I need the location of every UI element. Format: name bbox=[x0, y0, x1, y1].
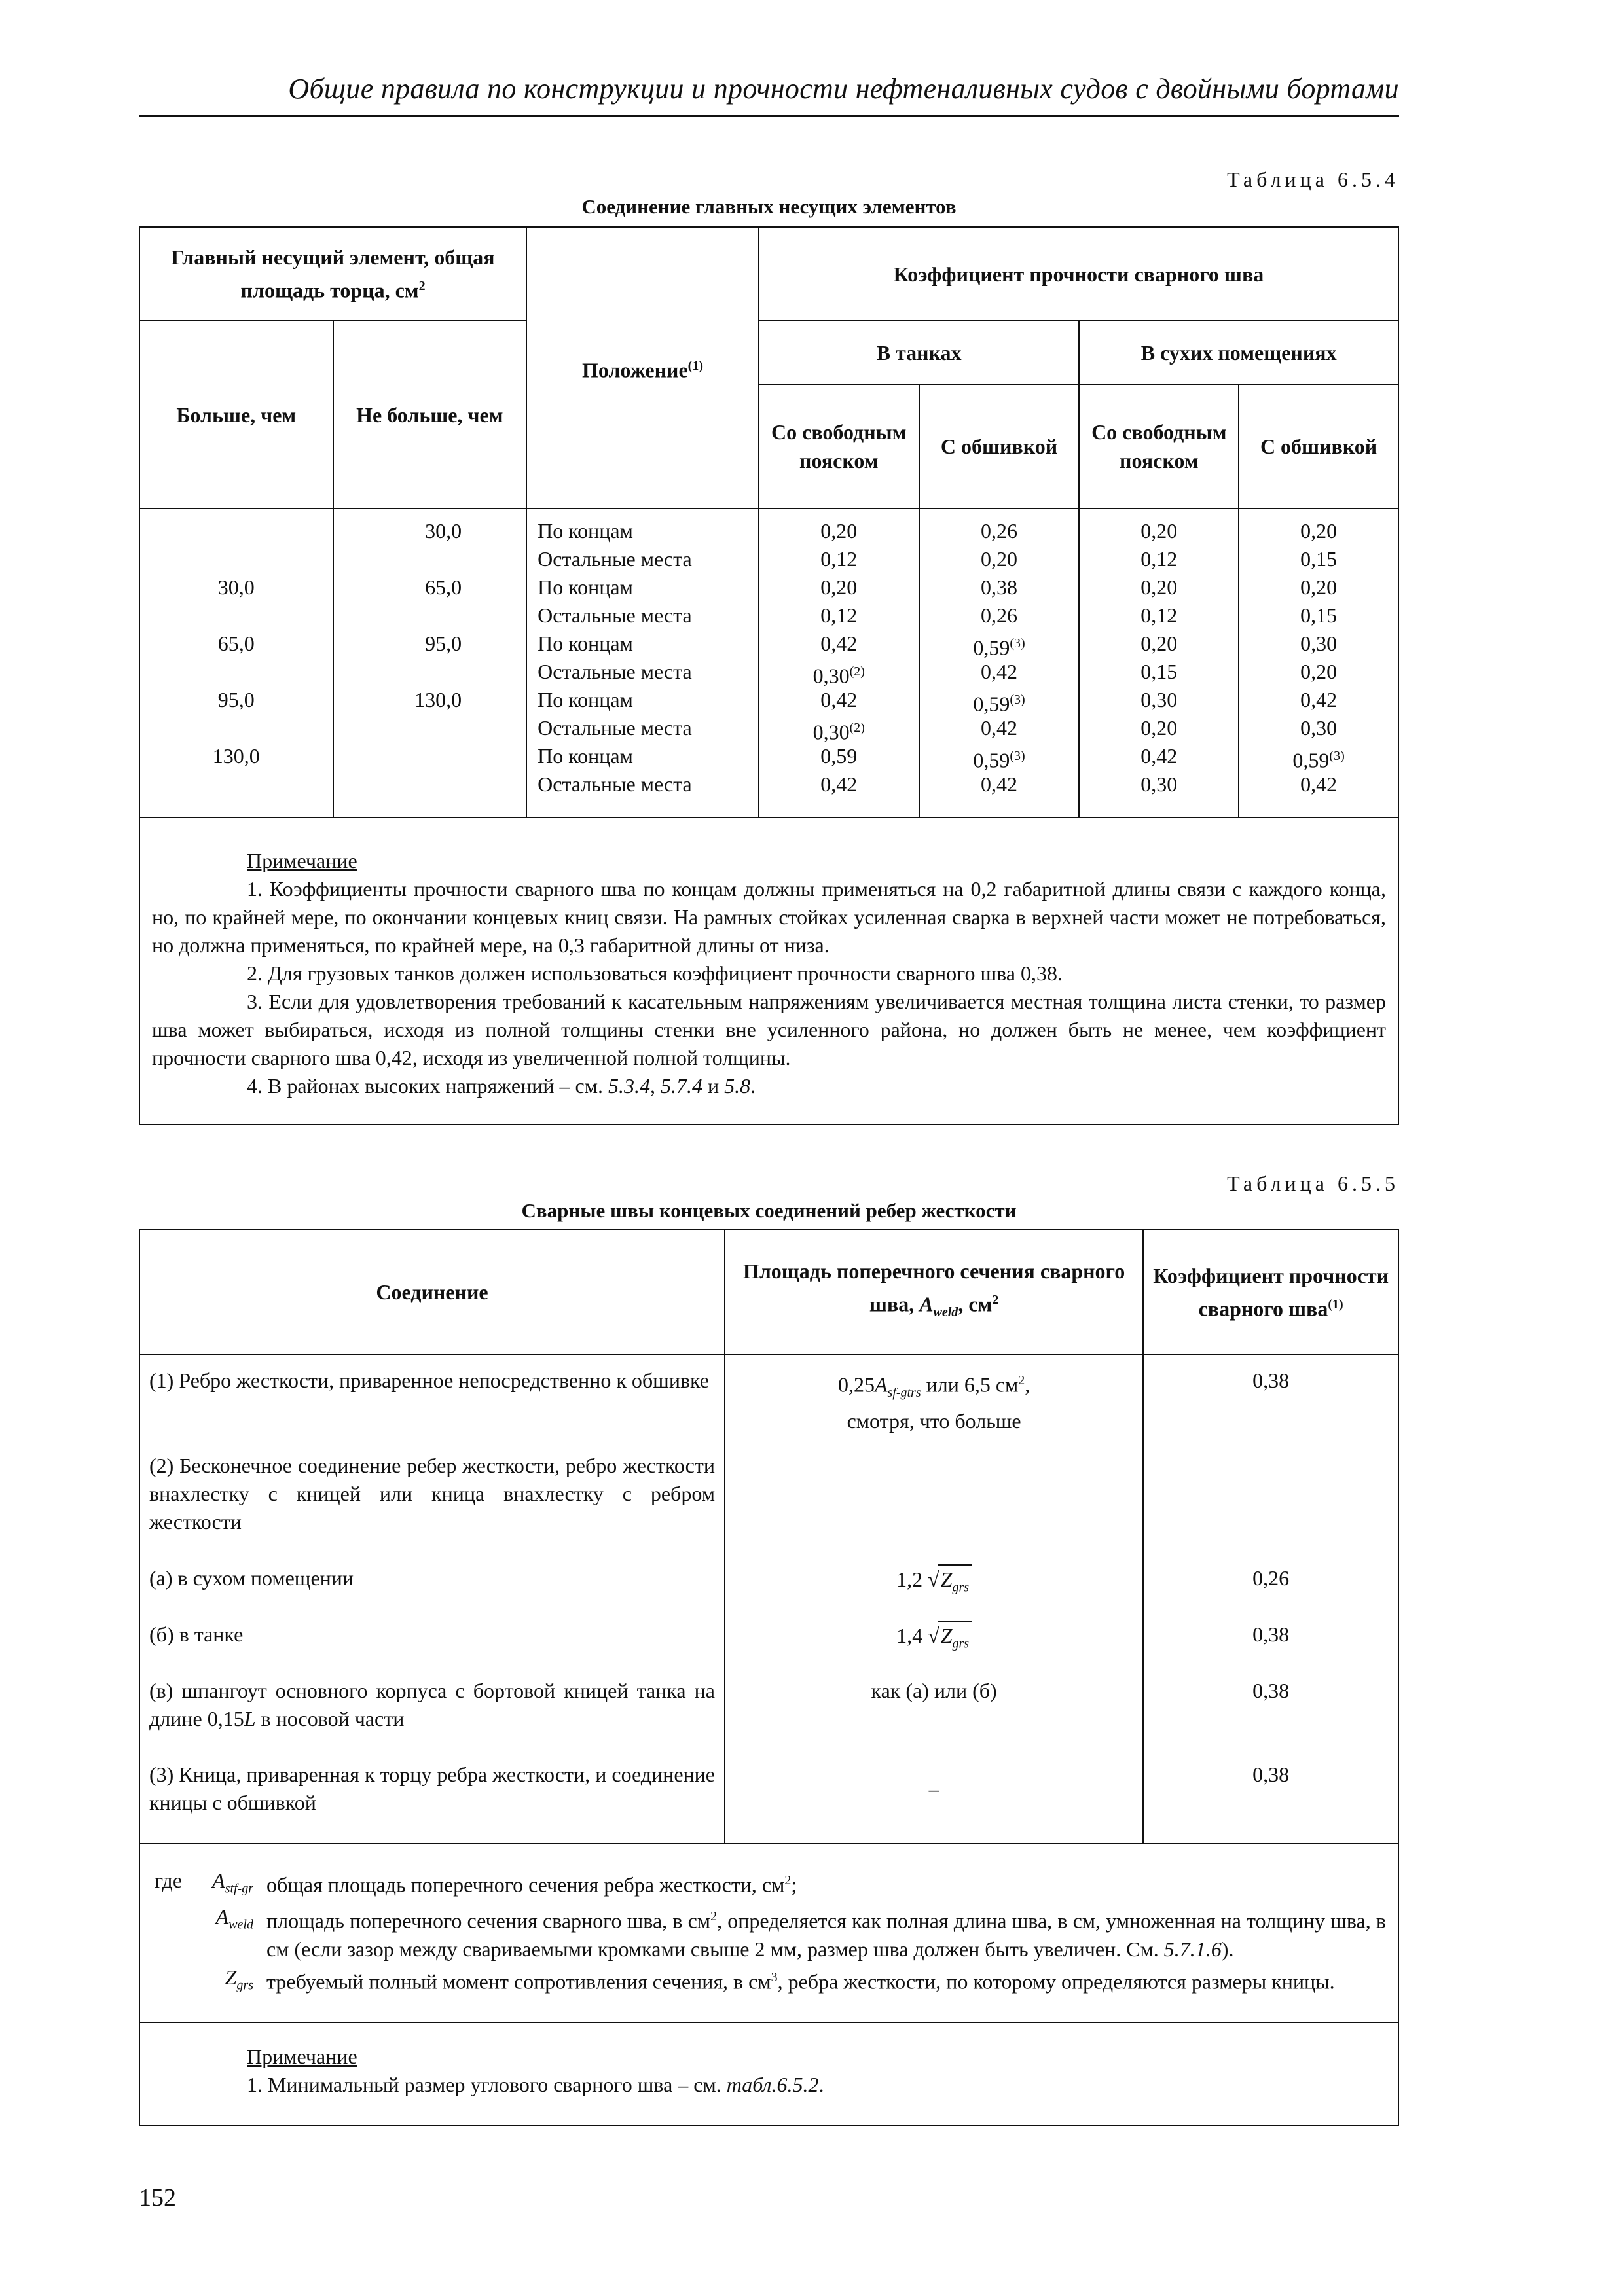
header-tank-plating: С обшивкой bbox=[919, 384, 1080, 509]
cell-more: 30,0 bbox=[217, 575, 255, 599]
ref-link: 5.8 bbox=[724, 1074, 751, 1098]
cell-value: 0,59$^{(3)}$ bbox=[973, 692, 1025, 716]
note-1: 1. Коэффициенты прочности сварного шва по концам должны применяться на 0,2 габаритной длины связи с каждого конца, но, по крайней мере, по окончании концевых книц связи. На рамных стойках усиленная сварка в верхней части может не потребоваться, но должна применяться, по крайней мере, на 0,3 габаритной длины от низа. bbox=[152, 877, 1386, 957]
cell-value: 0,15 bbox=[1300, 603, 1338, 627]
cell-position: По концам bbox=[538, 519, 633, 543]
cell-notmore bbox=[339, 714, 521, 742]
cell-notmore bbox=[339, 770, 521, 798]
col-dry-plating bbox=[1239, 509, 1398, 817]
col-weld-area bbox=[725, 1354, 1143, 1844]
cell-value: 0,59$^{(3)}$ bbox=[973, 748, 1025, 772]
cell-value: 0,20 bbox=[1140, 632, 1178, 655]
cell-value: 0,20 bbox=[981, 547, 1018, 571]
note-2: 2. Для грузовых танков должен использоваться коэффициент прочности сварного шва 0,38. bbox=[247, 961, 1063, 985]
col-joint bbox=[139, 1354, 725, 1844]
header-weld-coefficient: Коэффициент прочности сварного шва bbox=[759, 227, 1398, 321]
legend-row-astf: где $A_{stf-gr}$ общая площадь поперечного сечения ребра жесткости, $см^2$; bbox=[155, 1869, 797, 1897]
table1-body bbox=[139, 509, 1398, 817]
cell-value: 0,42 bbox=[820, 688, 858, 711]
header-dry-plating: С обшивкой bbox=[1239, 384, 1398, 509]
col-position bbox=[526, 509, 759, 817]
header-more-than: Больше, чем bbox=[139, 321, 333, 509]
cell-position: По концам bbox=[538, 744, 633, 768]
cell-value: 0,30 bbox=[1300, 716, 1338, 740]
cell-value: 0,42 bbox=[820, 632, 858, 655]
cell-notmore bbox=[339, 601, 521, 630]
cell-value: 0,12 bbox=[1140, 603, 1178, 627]
area-row-2c: как (а) или (б) bbox=[871, 1679, 997, 1702]
cell-more: 95,0 bbox=[217, 688, 255, 711]
header-dry-free-flange: Со свободным пояском bbox=[1079, 384, 1239, 509]
note-1: 1. Минимальный размер углового сварного шва – см. табл.6.5.2. bbox=[247, 2073, 824, 2097]
cell-value: 0,20 bbox=[1300, 660, 1338, 683]
cell-position: Остальные места bbox=[538, 772, 692, 796]
note-4: 4. В районах высоких напряжений – см. 5.3.4, 5.7.4 и 5.8. bbox=[247, 1074, 756, 1098]
cell-value: 0,42 bbox=[981, 716, 1018, 740]
running-header: Общие правила по конструкции и прочности нефтеналивных судов с двойными бортами bbox=[288, 73, 1399, 105]
cell-more: 130,0 bbox=[212, 744, 260, 768]
cell-notmore: 130,0 bbox=[414, 688, 462, 711]
table2-title: Сварные швы концевых соединений ребер жесткости bbox=[521, 1199, 1017, 1222]
cell-more bbox=[145, 714, 327, 742]
cell-value: 0,42 bbox=[981, 772, 1018, 796]
cell-position: По концам bbox=[538, 575, 633, 599]
note-title: Примечание bbox=[247, 2045, 357, 2069]
col-weld-coefficient bbox=[1143, 1354, 1398, 1844]
cell-more bbox=[145, 517, 327, 545]
sqrt-sign: √ bbox=[928, 1568, 939, 1591]
ref-link: 5.7.1.6 bbox=[1163, 1937, 1222, 1962]
cell-more bbox=[145, 658, 327, 686]
cell-value: 0,20 bbox=[820, 575, 858, 599]
col-tank-free-flange bbox=[759, 509, 919, 817]
coef-row-2c: 0,38 bbox=[1252, 1679, 1290, 1702]
cell-value: 0,26 bbox=[981, 603, 1018, 627]
header-joint: Соединение bbox=[139, 1230, 725, 1354]
table1-title: Соединение главных несущих элементов bbox=[581, 195, 957, 218]
note-3: 3. Если для удовлетворения требований к касательным напряжениям увеличивается местная толщина листа стенки, то размер шва может выбираться, исходя из полной толщины стенки вне усиленного района, но должен быть не менее, чем коэффициент прочности сварного шва 0,42, исходя из увеличенной полной толщины. bbox=[152, 990, 1386, 1069]
cell-value: 0,59$^{(3)}$ bbox=[1292, 748, 1345, 772]
legend-row-aweld: $A_{weld}$ площадь поперечного сечения сварного шва, в $см^2$, определяется как полная длина шва, в см, умноженная на толщину шва, в см (если зазор между свариваемыми кромками свыше 2 мм, размер шва должен быть увеличен. См. 5.7.1.6). bbox=[215, 1905, 1387, 1962]
cell-value: 0,20 bbox=[820, 519, 858, 543]
header-in-dry-spaces: В сухих помещениях bbox=[1079, 321, 1398, 384]
cell-position: По концам bbox=[538, 632, 633, 655]
joint-row-2: (2) Бесконечное соединение ребер жесткости, ребро жесткости внахлестку с кницей или кница внахлестку с ребром жесткости bbox=[149, 1454, 715, 1534]
cell-value: 0,59 bbox=[820, 744, 858, 768]
area-row-2a: 1,2 $√Z_{grs}$ bbox=[735, 1564, 1133, 1621]
area-row-3: – bbox=[928, 1777, 939, 1801]
cell-value: 0,42 bbox=[1140, 744, 1178, 768]
joint-row-2b: (б) в танке bbox=[149, 1623, 244, 1646]
cell-more bbox=[145, 601, 327, 630]
cell-value: 0,42 bbox=[820, 772, 858, 796]
cell-value: 0,26 bbox=[981, 519, 1018, 543]
cell-more bbox=[145, 545, 327, 573]
cell-more bbox=[145, 770, 327, 798]
header-rule bbox=[139, 115, 1399, 117]
page-number: 152 bbox=[139, 2184, 176, 2212]
cell-position: Остальные места bbox=[538, 660, 692, 683]
table-6-5-4 bbox=[139, 226, 1399, 1125]
table2-label: Таблица 6.5.5 bbox=[1227, 1172, 1399, 1195]
col-tank-plating bbox=[919, 509, 1080, 817]
cell-value: 0,12 bbox=[820, 603, 858, 627]
note-title: Примечание bbox=[247, 849, 357, 872]
cell-notmore bbox=[339, 658, 521, 686]
header-element-area: Главный несущий элемент, общая площадь торца, $см^2$ bbox=[139, 227, 526, 321]
coef-row-3: 0,38 bbox=[1252, 1763, 1290, 1786]
cell-position: Остальные места bbox=[538, 716, 692, 740]
col-more-than bbox=[139, 509, 333, 817]
header-not-more-than: Не больше, чем bbox=[333, 321, 527, 509]
ref-link: табл.6.5.2 bbox=[726, 2073, 819, 2097]
header-position: Положение$^{(1)}$ bbox=[526, 227, 759, 509]
cell-value: 0,30 bbox=[1140, 772, 1178, 796]
cell-value: 0,12 bbox=[1140, 547, 1178, 571]
table2-notes bbox=[139, 2022, 1398, 2126]
ref-link: 5.7.4 bbox=[660, 1074, 702, 1098]
area-row-2b: 1,4 $√Z_{grs}$ bbox=[735, 1621, 1133, 1677]
cell-value: 0,20 bbox=[1140, 519, 1178, 543]
coef-row-2b: 0,38 bbox=[1252, 1623, 1290, 1646]
cell-value: 0,20 bbox=[1300, 575, 1338, 599]
cell-notmore bbox=[339, 545, 521, 573]
cell-value: 0,42 bbox=[981, 660, 1018, 683]
cell-value: 0,42 bbox=[1300, 688, 1338, 711]
cell-notmore: 65,0 bbox=[425, 575, 462, 599]
cell-value: 0,30$^{(2)}$ bbox=[812, 720, 865, 744]
legend-row-zgrs: $Z_{grs}$ требуемый полный момент сопротивления сечения, в $см^3$, ребра жесткости, по которому определяются размеры кницы. bbox=[225, 1965, 1335, 1994]
joint-row-2a: (а) в сухом помещении bbox=[149, 1566, 354, 1590]
col-not-more-than bbox=[333, 509, 527, 817]
cell-value: 0,15 bbox=[1140, 660, 1178, 683]
cell-value: 0,38 bbox=[981, 575, 1018, 599]
joint-row-1: (1) Ребро жесткости, приваренное непосредственно к обшивке bbox=[149, 1369, 709, 1392]
cell-more: 65,0 bbox=[217, 632, 255, 655]
sqrt-sign: √ bbox=[928, 1624, 939, 1647]
area-row-1: $0,25A_{sf-gtrs}$ или 6,5 $см^2$, смотря, что больше bbox=[837, 1372, 1030, 1433]
cell-notmore: 30,0 bbox=[425, 519, 462, 543]
cell-value: 0,42 bbox=[1300, 772, 1338, 796]
cell-notmore: 95,0 bbox=[425, 632, 462, 655]
cell-value: 0,20 bbox=[1140, 716, 1178, 740]
cell-value: 0,20 bbox=[1140, 575, 1178, 599]
ref-link: 5.3.4 bbox=[608, 1074, 650, 1098]
header-weld-area: Площадь поперечного сечения сварного шва, $A_{weld}$, $см^2$ bbox=[725, 1230, 1143, 1354]
coef-row-2a: 0,26 bbox=[1252, 1566, 1290, 1590]
table2-legend bbox=[139, 1844, 1398, 2022]
cell-notmore bbox=[339, 742, 521, 770]
cell-position: По концам bbox=[538, 688, 633, 711]
table1-label: Таблица 6.5.4 bbox=[1227, 168, 1399, 191]
table1-notes bbox=[139, 817, 1398, 1124]
cell-value: 0,20 bbox=[1300, 519, 1338, 543]
cell-value: 0,30 bbox=[1300, 632, 1338, 655]
header-in-tanks: В танках bbox=[759, 321, 1080, 384]
cell-position: Остальные места bbox=[538, 603, 692, 627]
cell-value: 0,30 bbox=[1140, 688, 1178, 711]
cell-value: 0,15 bbox=[1300, 547, 1338, 571]
col-dry-free-flange bbox=[1079, 509, 1239, 817]
cell-position: Остальные места bbox=[538, 547, 692, 571]
header-weld-coefficient: Коэффициент прочности сварного шва$^{(1)}$ bbox=[1143, 1230, 1398, 1354]
table-6-5-5 bbox=[139, 1229, 1399, 2126]
coef-row-1: 0,38 bbox=[1252, 1369, 1290, 1392]
joint-row-3: (3) Кница, приваренная к торцу ребра жесткости, и соединение кницы с обшивкой bbox=[149, 1763, 715, 1814]
joint-row-2c: (в) шпангоут основного корпуса с бортовой кницей танка на длине 0,15L в носовой части bbox=[149, 1679, 715, 1731]
cell-value: 0,30$^{(2)}$ bbox=[812, 664, 865, 688]
header-tank-free-flange: Со свободным пояском bbox=[759, 384, 919, 509]
cell-value: 0,12 bbox=[820, 547, 858, 571]
cell-value: 0,59$^{(3)}$ bbox=[973, 636, 1025, 660]
